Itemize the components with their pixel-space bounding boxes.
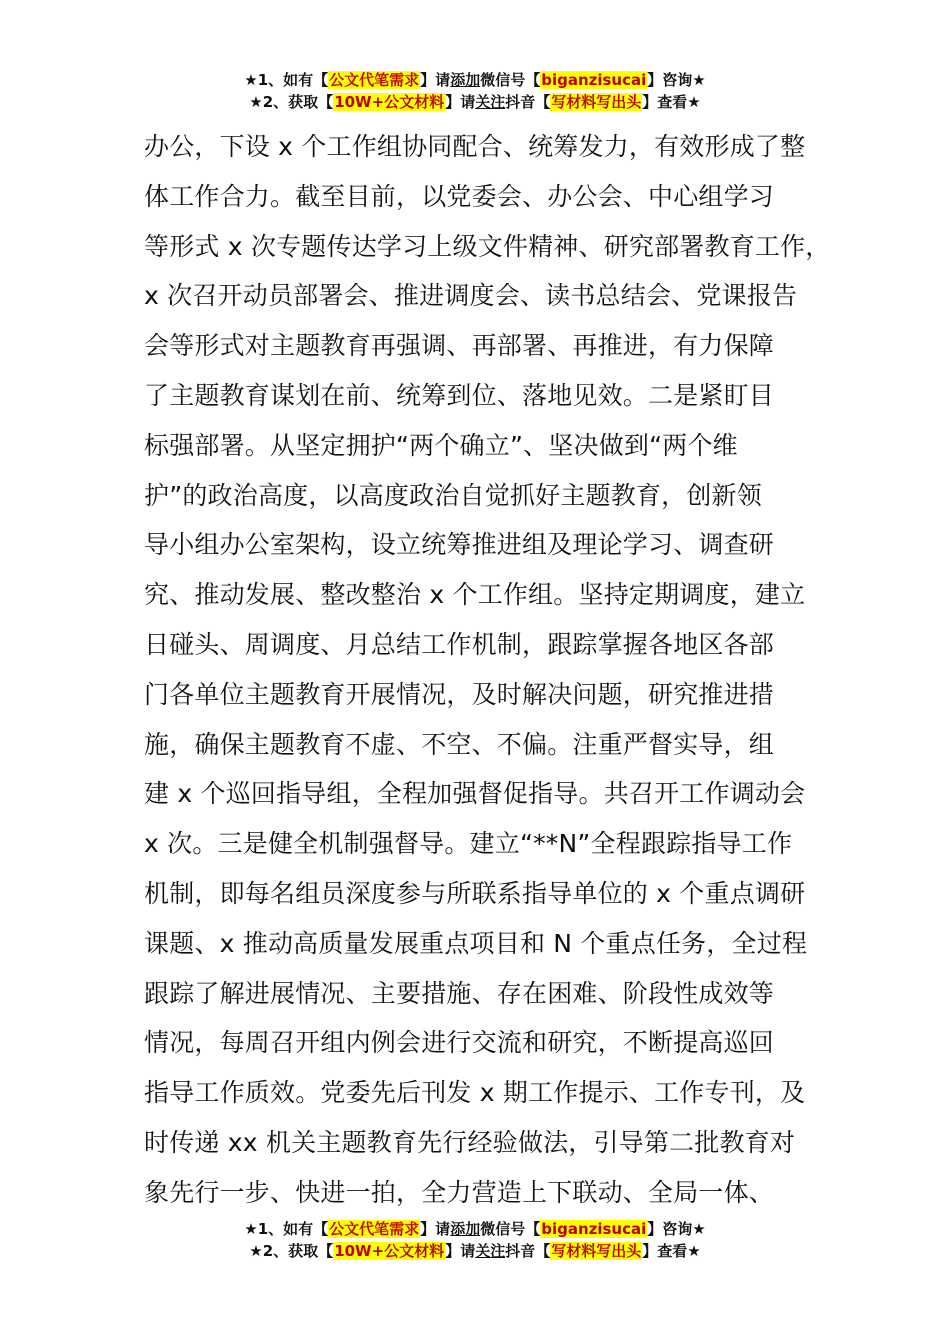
banner-line-2: [0, 91, 950, 113]
header-banner: [0, 69, 950, 113]
body-line: 会等形式对主题教育再强调、再部署、再推进，有力保障: [144, 331, 775, 361]
body-line: 施，确保主题教育不虚、不空、不偏。注重严督实导，组: [144, 729, 775, 759]
body-line: 象先行一步、快进一拍，全力营造上下联动、全局一体、: [144, 1177, 775, 1207]
banner-text: ★1、如有【: [244, 1220, 329, 1238]
banner-text: 】查看★: [642, 93, 701, 111]
banner-text: 微信号【: [480, 1220, 541, 1238]
banner-text: 】请: [420, 71, 451, 89]
banner-text: 】咨询★: [647, 71, 706, 89]
body-line: 等形式 x 次专题传达学习上级文件精神、研究部署教育工作，: [144, 231, 831, 261]
body-line: x 次。三是健全机制强督导。建立“**N”全程跟踪指导工作: [144, 829, 793, 859]
document-body: [144, 122, 844, 1218]
body-line: 建 x 个巡回指导组，全程加强督促指导。共召开工作调动会: [144, 779, 806, 809]
banner-text: ★1、如有【: [244, 71, 329, 89]
body-line: 指导工作质效。党委先后刊发 x 期工作提示、工作专刊，及: [144, 1078, 806, 1108]
highlight-wechat-id: biganzisucai: [541, 71, 647, 89]
banner-underlined-text: 添加: [450, 1220, 481, 1238]
highlight-materials: 10W+公文材料: [334, 1242, 445, 1260]
body-line: 护”的政治高度，以高度政治自觉抓好主题教育，创新领: [144, 480, 762, 510]
banner-line-1: [0, 69, 950, 91]
banner-text: 抖音【: [505, 1242, 551, 1260]
body-line: 导小组办公室架构，设立统筹推进组及理论学习、调查研: [144, 530, 775, 560]
banner-text: ★2、获取【: [249, 1242, 334, 1260]
banner-text: 】查看★: [642, 1242, 701, 1260]
body-line: 究、推动发展、整改整治 x 个工作组。坚持定期调度，建立: [144, 580, 806, 610]
highlight-douyin-account: 写材料写出头: [551, 93, 642, 111]
body-line: 跟踪了解进展情况、主要措施、存在困难、阶段性成效等: [144, 978, 775, 1008]
banner-text: 】咨询★: [647, 1220, 706, 1238]
body-line: 办公，下设 x 个工作组协同配合、统筹发力，有效形成了整: [144, 132, 806, 161]
banner-line-1: [0, 1218, 950, 1240]
banner-underlined-text: 添加: [450, 71, 481, 89]
body-line: 课题、x 推动高质量发展重点项目和 N 个重点任务，全过程: [144, 928, 808, 958]
banner-underlined-text: 关注: [475, 1242, 506, 1260]
highlight-douyin-account: 写材料写出头: [551, 1242, 642, 1260]
banner-text: 微信号【: [480, 71, 541, 89]
banner-underlined-text: 关注: [475, 93, 506, 111]
body-line: 门各单位主题教育开展情况，及时解决问题，研究推进措: [144, 679, 775, 709]
banner-text: 抖音【: [505, 93, 551, 111]
banner-text: 】请: [445, 1242, 476, 1260]
banner-text: 】请: [420, 1220, 451, 1238]
body-line: 了主题教育谋划在前、统筹到位、落地见效。二是紧盯目: [144, 380, 775, 410]
banner-text: 】请: [445, 93, 476, 111]
footer-banner: [0, 1218, 950, 1262]
body-line: 情况，每周召开组内例会进行交流和研究，不断提高巡回: [144, 1028, 775, 1058]
body-line: 时传递 xx 机关主题教育先行经验做法，引导第二批教育对: [144, 1127, 796, 1157]
body-line: x 次召开动员部署会、推进调度会、读书总结会、党课报告: [144, 281, 798, 311]
highlight-materials: 10W+公文材料: [334, 93, 445, 111]
highlight-service: 公文代笔需求: [329, 71, 420, 89]
body-line: 体工作合力。截至目前，以党委会、办公会、中心组学习: [144, 181, 775, 211]
banner-text: ★2、获取【: [249, 93, 334, 111]
highlight-wechat-id: biganzisucai: [541, 1220, 647, 1238]
highlight-service: 公文代笔需求: [329, 1220, 420, 1238]
body-line: 机制，即每名组员深度参与所联系指导单位的 x 个重点调研: [144, 878, 806, 908]
banner-line-2: [0, 1240, 950, 1262]
body-line: 日碰头、周调度、月总结工作机制，跟踪掌握各地区各部: [144, 629, 775, 659]
body-line: 标强部署。从坚定拥护“两个确立”、坚决做到“两个维: [144, 430, 738, 460]
